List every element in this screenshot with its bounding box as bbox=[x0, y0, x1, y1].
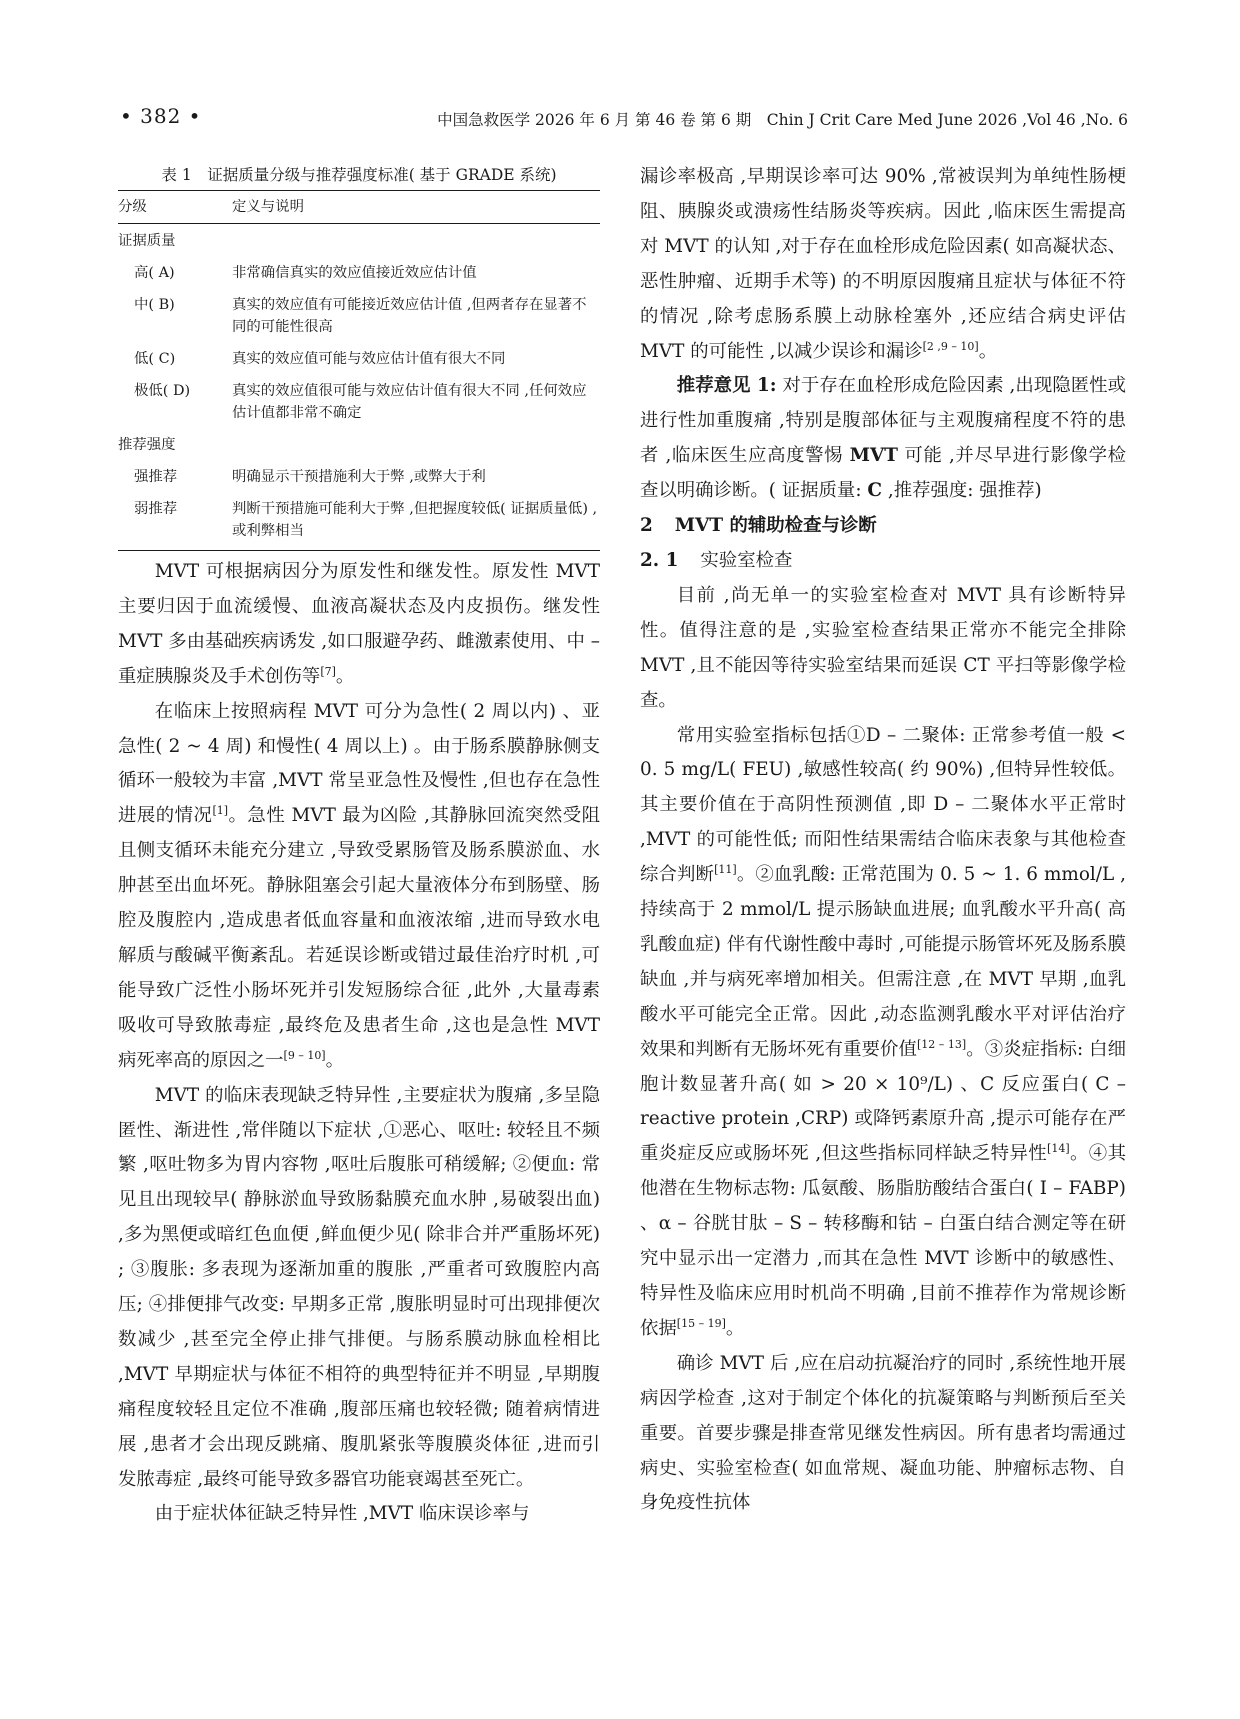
recommendation-label: 推荐意见 1: bbox=[676, 375, 777, 397]
body-paragraph bbox=[118, 695, 600, 1079]
grade-cell: 极低( D) bbox=[134, 383, 191, 399]
evidence-level: C bbox=[867, 480, 883, 502]
paragraph-text: 在临床上按照病程 MVT 可分为急性( 2 周以内) 、亚急性( 2 ~ 4 周) 和慢性( 4 周以上) 。由于肠系膜静脉侧支循环一般较为丰富 ,MVT 常呈亚急性及慢性 ,但也存在急性进展的情况 bbox=[118, 700, 600, 827]
grade-cell: 高( A) bbox=[134, 265, 175, 281]
paragraph-text: 对于存在血栓形成危险因素 ,出现隐匿性或进行性加重腹痛 ,特别是腹部体征与主观腹痛程度不符的患者 ,临床医生应高度警惕 bbox=[640, 375, 1126, 467]
definition-cell: 明确显示干预措施利大于弊 ,或弊大于利 bbox=[232, 469, 486, 485]
body-paragraph: 目前 ,尚无单一的实验室检查对 MVT 具有诊断特异性。值得注意的是 ,实验室检查结果正常亦不能完全排除 MVT ,且不能因等待实验室结果而延误 CT 平扫等影像学检查。 bbox=[640, 584, 1126, 711]
section-title: MVT 的辅助检查与诊断 bbox=[674, 515, 877, 537]
body-paragraph bbox=[118, 555, 600, 695]
citation: [11] bbox=[714, 863, 737, 877]
table-header-definition: 定义与说明 bbox=[232, 199, 304, 215]
paragraph-text: 漏诊率极高 ,早期误诊率可达 90% ,常被误判为单纯性肠梗阻、胰腺炎或溃疡性结肠炎等疾病。因此 ,临床医生需提高对 MVT 的认知 ,对于存在血栓形成危险因素( 如高凝状态、恶性肿瘤、近期手术等) 的不明原因腹痛且症状与体征不符的情况 ,除考虑肠系膜上动脉栓塞外 ,还应结合病史评估 MVT 的可能性 ,以减少误诊和漏诊 bbox=[640, 166, 1126, 362]
grade-cell: 弱推荐 bbox=[134, 501, 178, 517]
paragraph-text: 。③炎症指标: 白细胞计数显著升高( 如 > 20 × 10⁹/L) 、C 反应蛋白( C – reactive protein ,CRP) 或降钙素原升高 ,提示可能存在严重炎症反应或肠坏死 ,但这些指标同样缺乏特异性 bbox=[640, 1038, 1126, 1165]
emphasis-text: MVT bbox=[849, 445, 898, 467]
citation: [12 – 13] bbox=[916, 1037, 967, 1051]
paragraph-text: 。④其他潜在生物标志物: 瓜氨酸、肠脂肪酸结合蛋白( I – FABP) 、α – 谷胱甘肽 – S – 转移酶和钴 – 白蛋白结合测定等在研究中显示出一定潜力 ,而其在急性 MVT 诊断中的敏感性、特异性及临床应用时机尚不明确 ,目前不推荐作为常规诊断依据 bbox=[640, 1143, 1126, 1339]
section-number: 2 bbox=[640, 515, 653, 537]
running-header: 中国急救医学 2026 年 6 月 第 46 卷 第 6 期 Chin J Crit Care Med June 2026 ,Vol 46 ,No. 6 bbox=[437, 111, 1128, 129]
citation: [9 – 10] bbox=[283, 1048, 326, 1062]
definition-cell: 判断干预措施可能利大于弊 ,但把握度较低( 证据质量低) ,或利弊相当 bbox=[232, 501, 598, 539]
paragraph-text: 常用实验室指标包括①D – 二聚体: 正常参考值一般 < 0. 5 mg/L( FEU) ,敏感性较高( 约 90%) ,但特异性较低。其主要价值在于高阴性预测值 ,即 D – 二聚体水平正常时 ,MVT 的可能性低; 而阳性结果需结合临床表象与其他检查综合判断 bbox=[640, 724, 1126, 886]
table-header-row bbox=[118, 191, 600, 223]
subsection-heading bbox=[640, 544, 1126, 579]
left-column bbox=[118, 160, 600, 1532]
subsection-number: 2. 1 bbox=[640, 549, 679, 571]
table-bottom-rule bbox=[118, 550, 600, 551]
paragraph-text: 。 bbox=[335, 665, 355, 687]
citation: [2 ,9 – 10] bbox=[922, 339, 979, 353]
citation: [7] bbox=[320, 664, 336, 678]
table-row bbox=[118, 375, 600, 429]
paragraph-text: ,推荐强度: 强推荐) bbox=[882, 480, 1042, 502]
body-paragraph: MVT 的临床表现缺乏特异性 ,主要症状为腹痛 ,多呈隐匿性、渐进性 ,常伴随以下症状 ,①恶心、呕吐: 较轻且不频繁 ,呕吐物多为胃内容物 ,呕吐后腹胀可稍缓解; ②便血: 常见且出现较早( 静脉淤血导致肠黏膜充血水肿 ,易破裂出血) ,多为黑便或暗红色血便 ,鲜血便少见( 除非合并严重肠坏死) ; ③腹胀: 多表现为逐渐加重的腹胀 ,严重者可致腹腔内高压; ④排便排气改变: 早期多正常 ,腹胀明显时可出现排便次数减少 ,甚至完全停止排气排便。与肠系膜动脉血栓相比 ,MVT 早期症状与体征不相符的典型特征并不明显 ,早期腹痛程度较轻且定位不准确 ,腹部压痛也较轻微; 随着病情进展 ,患者才会出现反跳痛、腹肌紧张等腹膜炎体征 ,进而引发脓毒症 ,最终可能导致多器官功能衰竭甚至死亡。 bbox=[118, 1084, 600, 1490]
table-row bbox=[118, 343, 600, 375]
table-row bbox=[118, 461, 600, 493]
body-paragraph bbox=[640, 719, 1126, 1347]
table-header-grade: 分级 bbox=[118, 199, 147, 215]
table-row bbox=[118, 493, 600, 550]
definition-cell: 真实的效应值可能与效应估计值有很大不同 bbox=[232, 351, 506, 367]
section-title-recommendation: 推荐强度 bbox=[118, 437, 176, 453]
grade-cell: 中( B) bbox=[134, 297, 175, 313]
table-caption: 表 1 证据质量分级与推荐强度标准( 基于 GRADE 系统) bbox=[161, 166, 557, 184]
citation: [14] bbox=[1047, 1142, 1070, 1156]
body-paragraph bbox=[640, 160, 1126, 369]
paragraph-text: 。 bbox=[725, 1317, 745, 1339]
right-column bbox=[640, 160, 1126, 1521]
table-row bbox=[118, 257, 600, 289]
grade-cell: 低( C) bbox=[134, 351, 176, 367]
definition-cell: 真实的效应值有可能接近效应估计值 ,但两者存在显著不同的可能性很高 bbox=[232, 297, 587, 335]
subsection-title: 实验室检查 bbox=[700, 549, 793, 571]
citation: [1] bbox=[212, 804, 229, 818]
definition-cell: 非常确信真实的效应值接近效应估计值 bbox=[232, 265, 477, 281]
recommendation-paragraph bbox=[640, 369, 1126, 509]
paragraph-text: MVT 可根据病因分为原发性和继发性。原发性 MVT 主要归因于血流缓慢、血液高凝状态及内皮损伤。继发性 MVT 多由基础疾病诱发 ,如口服避孕药、雌激素使用、中 – 重症胰腺炎及手术创伤等 bbox=[118, 561, 600, 687]
paragraph-text: 。急性 MVT 最为凶险 ,其静脉回流突然受阻且侧支循环未能充分建立 ,导致受累肠管及肠系膜淤血、水肿甚至出血坏死。静脉阻塞会引起大量液体分布到肠壁、肠腔及腹腔内 ,造成患者低血容量和血液浓缩 ,进而导致水电解质与酸碱平衡紊乱。若延误诊断或错过最佳治疗时机 ,可能导致广泛性小肠坏死并引发短肠综合征 ,此外 ,大量毒素吸收可导致脓毒症 ,最终危及患者生命 ,这也是急性 MVT 病死率高的原因之一 bbox=[118, 805, 600, 1071]
paragraph-text: 。 bbox=[325, 1049, 345, 1071]
section-title-evidence: 证据质量 bbox=[118, 233, 176, 249]
paragraph-text: 。②血乳酸: 正常范围为 0. 5 ~ 1. 6 mmol/L ,持续高于 2 mmol/L 提示肠缺血进展; 血乳酸水平升高( 高乳酸血症) 伴有代谢性酸中毒时 ,可能提示肠管坏死及肠系膜缺血 ,并与病死率增加相关。但需注意 ,在 MVT 早期 ,血乳酸水平可能完全正常。因此 ,动态监测乳酸水平对评估治疗效果和判断有无肠坏死有重要价值 bbox=[640, 864, 1126, 1060]
definition-cell: 真实的效应值很可能与效应估计值有很大不同 ,任何效应估计值都非常不确定 bbox=[232, 383, 587, 421]
grade-cell: 强推荐 bbox=[134, 469, 178, 485]
table-row bbox=[118, 289, 600, 343]
body-paragraph: 确诊 MVT 后 ,应在启动抗凝治疗的同时 ,系统性地开展病因学检查 ,这对于制定个体化的抗凝策略与判断预后至关重要。首要步骤是排查常见继发性病因。所有患者均需通过病史、实验室检查( 如血常规、凝血功能、肿瘤标志物、自身免疫性抗体 bbox=[640, 1352, 1126, 1514]
grade-table bbox=[118, 191, 600, 550]
page-number: • 382 • bbox=[120, 104, 202, 128]
table-section-row bbox=[118, 429, 600, 461]
table-section-row bbox=[118, 224, 600, 257]
paragraph-text: 。 bbox=[978, 340, 998, 362]
paragraph-text: 可能 ,并尽早进行影像学检查以明确诊断。( 证据质量: bbox=[640, 445, 1126, 502]
table-1 bbox=[118, 160, 600, 551]
citation: [15 – 19] bbox=[676, 1316, 726, 1330]
section-heading bbox=[640, 509, 1126, 544]
body-paragraph: 由于症状体征缺乏特异性 ,MVT 临床误诊率与 bbox=[154, 1503, 530, 1525]
